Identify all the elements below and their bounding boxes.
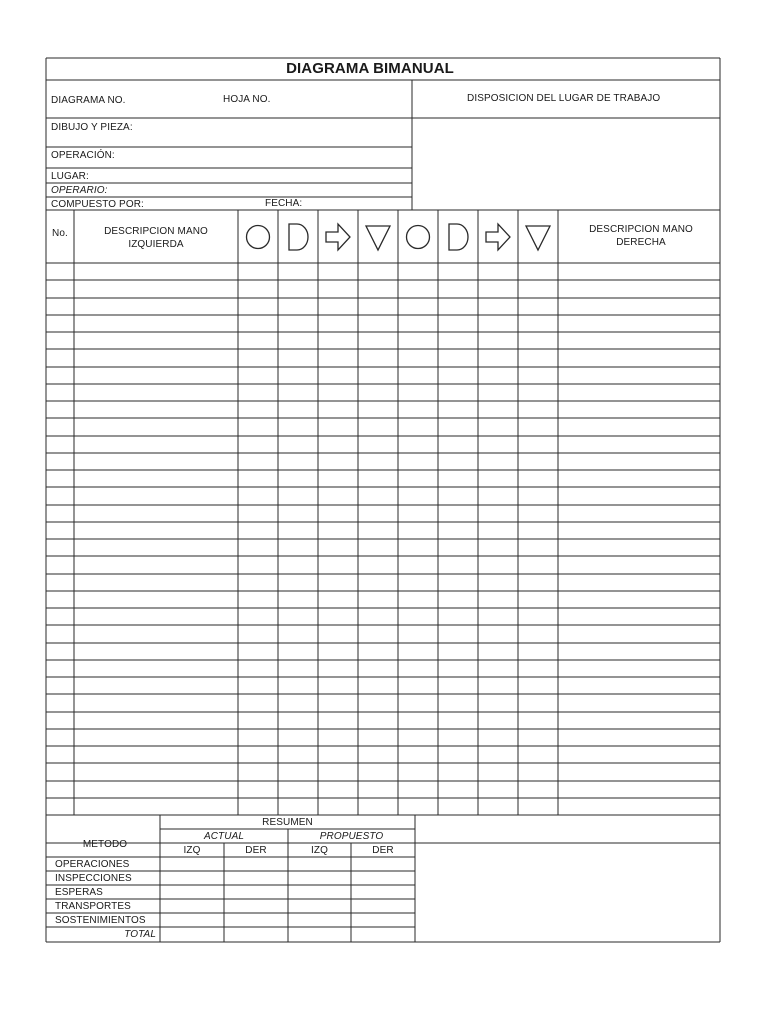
transport-arrow-icon (486, 224, 510, 250)
operation-circle-icon (407, 226, 430, 249)
transport-arrow-icon (326, 224, 350, 250)
summary-total-label: TOTAL (124, 929, 156, 940)
propuesto-label: PROPUESTO (319, 831, 384, 842)
lugar-label: LUGAR: (51, 171, 89, 182)
summary-row-operaciones: OPERACIONES (55, 859, 130, 870)
actual-der-label: DER (245, 845, 267, 856)
right-desc-header-line1: DESCRIPCION MANO (589, 224, 693, 235)
summary-row-sostenimientos: SOSTENIMIENTOS (55, 915, 146, 926)
resumen-label: RESUMEN (262, 817, 313, 828)
disposicion-label: DISPOSICION DEL LUGAR DE TRABAJO (467, 93, 661, 104)
delay-d-icon (289, 224, 308, 250)
summary-row-inspecciones: INSPECCIONES (55, 873, 132, 884)
metodo-label: METODO (82, 839, 128, 850)
operation-circle-icon (247, 226, 270, 249)
dibujo-pieza-label: DIBUJO Y PIEZA: (51, 122, 133, 133)
right-desc-header-line2: DERECHA (616, 237, 666, 248)
actual-izq-label: IZQ (183, 845, 201, 856)
summary-row-transportes: TRANSPORTES (55, 901, 131, 912)
operario-label: OPERARIO: (51, 185, 108, 196)
form-title: DIAGRAMA BIMANUAL (286, 60, 454, 77)
storage-triangle-icon (366, 226, 390, 250)
propuesto-izq-label: IZQ (311, 845, 328, 856)
hoja-no-label: HOJA NO. (223, 94, 271, 105)
propuesto-der-label: DER (372, 845, 394, 856)
diagrama-no-label: DIAGRAMA NO. (51, 95, 126, 106)
delay-d-icon (449, 224, 468, 250)
operacion-label: OPERACIÓN: (51, 150, 115, 161)
column-no-header: No. (52, 228, 68, 239)
summary-row-esperas: ESPERAS (55, 887, 103, 898)
actual-label: ACTUAL (203, 831, 245, 842)
compuesto-label: COMPUESTO POR: (51, 199, 144, 210)
left-desc-header-line2: IZQUIERDA (128, 239, 184, 250)
left-desc-header-line1: DESCRIPCION MANO (104, 226, 208, 237)
storage-triangle-icon (526, 226, 550, 250)
fecha-label: FECHA: (265, 198, 303, 209)
